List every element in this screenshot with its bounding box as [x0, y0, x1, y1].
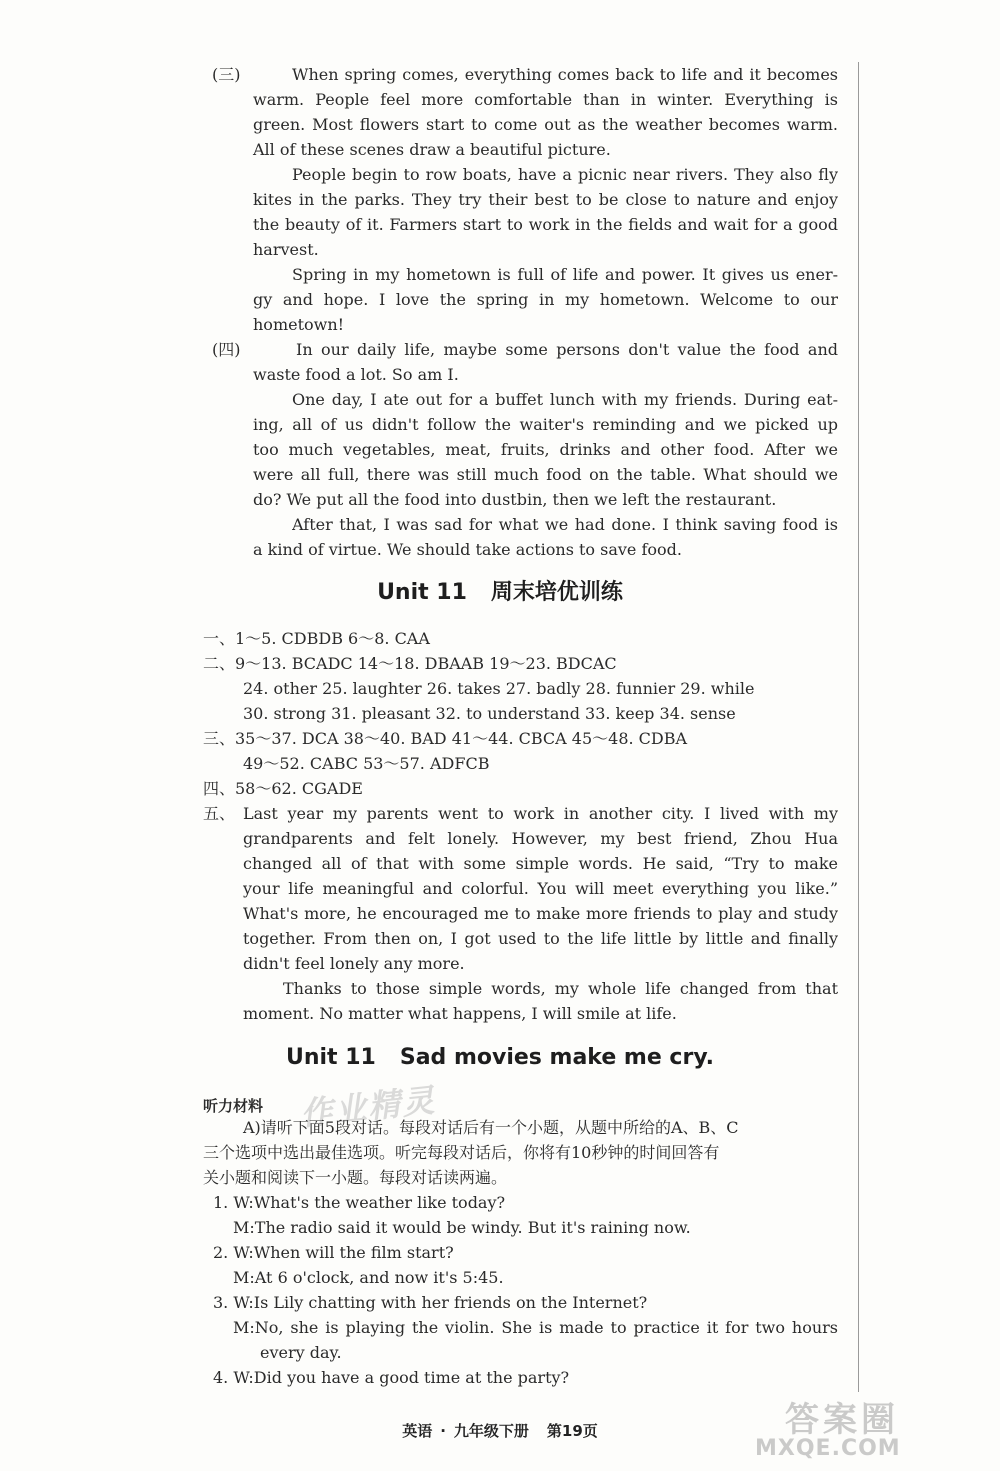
section-4-line: a kind of virtue. We should take actions to save food.: [253, 540, 682, 559]
margin-rule: [858, 62, 859, 1392]
answer-line: 49～52. CABC 53～57. ADFCB: [243, 754, 490, 773]
essay-line: grandparents and felt lonely. However, my best friend, Zhou Hua: [243, 829, 838, 848]
footer-page-number: 第19页: [546, 1422, 598, 1440]
dialogue-line: 1. W:What's the weather like today?: [213, 1193, 506, 1212]
essay-line: What's more, he encouraged me to make more friends to play and study: [243, 904, 838, 923]
section-4-line: too much vegetables, meat, fruits, drinks and other food. After we: [253, 440, 838, 459]
section-3-line: harvest.: [253, 240, 319, 259]
section-3-line: All of these scenes draw a beautiful picture.: [253, 140, 611, 159]
section-3-line: When spring comes, everything comes back to life and it becomes: [292, 65, 838, 84]
footer-separator: ·: [440, 1422, 446, 1440]
section-3-line: hometown!: [253, 315, 345, 334]
heading-title: 周末培优训练: [490, 580, 623, 605]
essay-line: Last year my parents went to work in another city. I lived with my: [243, 804, 838, 823]
essay-marker: 五、: [203, 804, 236, 823]
dialogue-line: M:No, she is playing the violin. She is made to practice it for two hours: [233, 1318, 838, 1337]
essay-line: didn't feel lonely any more.: [243, 954, 465, 973]
listening-intro: 三个选项中选出最佳选项。听完每段对话后，你将有10秒钟的时间回答有: [203, 1143, 720, 1162]
answer-line: 四、58～62. CGADE: [203, 779, 363, 798]
dialogue-line: 3. W:Is Lily chatting with her friends on the Internet?: [213, 1293, 648, 1312]
footer-grade: 九年级下册: [453, 1422, 529, 1440]
section-3-line: People begin to row boats, have a picnic near rivers. They also fly: [292, 165, 838, 184]
watermark: 作业精灵: [298, 1080, 438, 1133]
section-3-line: the beauty of it. Farmers start to work in the fields and wait for a good: [253, 215, 838, 234]
heading-unit: Unit 11: [285, 1045, 376, 1070]
essay-line: together. From then on, I got used to the life little by little and finally: [243, 929, 838, 948]
answer-line: 二、9～13. BCADC 14～18. DBAAB 19～23. BDCAC: [203, 654, 617, 673]
section-4-line: waste food a lot. So am I.: [253, 365, 459, 384]
footer-subject: 英语: [402, 1422, 433, 1440]
dialogue-line: M:At 6 o'clock, and now it's 5:45.: [233, 1268, 504, 1287]
answer-line: 三、35～37. DCA 38～40. BAD 41～44. CBCA 45～48. CDBA: [203, 729, 688, 748]
answer-line: 24. other 25. laughter 26. takes 27. badly 28. funnier 29. while: [243, 679, 755, 698]
dialogue-line: every day.: [260, 1343, 342, 1362]
unit-heading-training: [0, 578, 1000, 608]
section-4-line: do? We put all the food into dustbin, then we left the restaurant.: [253, 490, 777, 509]
essay-line: changed all of that with some simple words. He said, “Try to make: [243, 854, 838, 873]
listening-intro: 关小题和阅读下一小题。每段对话读两遍。: [203, 1168, 508, 1187]
listening-label: 听力材料: [203, 1097, 264, 1115]
essay-line: Thanks to those simple words, my whole life changed from that: [283, 979, 838, 998]
section-3-line: green. Most flowers start to come out as the weather becomes warm.: [253, 115, 838, 134]
unit-heading-lesson: [0, 1043, 1000, 1073]
section-4-marker: (四): [212, 340, 241, 359]
essay-line: moment. No matter what happens, I will smile at life.: [243, 1004, 677, 1023]
heading-unit: Unit 11: [377, 580, 467, 605]
section-4-line: ing, all of us didn't follow the waiter's reminding and we picked up: [253, 415, 838, 434]
dialogue-line: 2. W:When will the film start?: [213, 1243, 454, 1262]
section-3-line: Spring in my hometown is full of life and power. It gives us ener-: [292, 265, 838, 284]
dialogue-line: 4. W:Did you have a good time at the party?: [213, 1368, 570, 1387]
section-3-line: kites in the parks. They try their best to be close to nature and enjoy: [253, 190, 838, 209]
corner-watermark-logo: [745, 1392, 980, 1464]
section-4-line: One day, I ate out for a buffet lunch with my friends. During eat-: [292, 390, 838, 409]
section-3-line: warm. People feel more comfortable than in winter. Everything is: [253, 90, 838, 109]
section-4-line: were all full, there was still much food on the table. What should we: [253, 465, 838, 484]
essay-line: your life meaningful and colorful. You will meet everything you like.”: [243, 879, 838, 898]
section-4-line: In our daily life, maybe some persons don't value the food and: [296, 340, 838, 359]
heading-title: Sad movies make me cry.: [399, 1045, 714, 1070]
section-4-line: After that, I was sad for what we had done. I think saving food is: [292, 515, 838, 534]
section-3-line: gy and hope. I love the spring in my hometown. Welcome to our: [253, 290, 838, 309]
section-3-marker: (三): [212, 65, 241, 84]
answer-line: 一、1～5. CDBDB 6～8. CAA: [203, 629, 430, 648]
logo-main-text: 答案圈: [785, 1400, 899, 1440]
dialogue-line: M:The radio said it would be windy. But it's raining now.: [233, 1218, 691, 1237]
listening-intro: A)请听下面5段对话。每段对话后有一个小题，从题中所给的A、B、C: [243, 1118, 739, 1137]
logo-url-text: MXQE.COM: [755, 1436, 901, 1461]
answer-line: 30. strong 31. pleasant 32. to understand 33. keep 34. sense: [243, 704, 736, 723]
